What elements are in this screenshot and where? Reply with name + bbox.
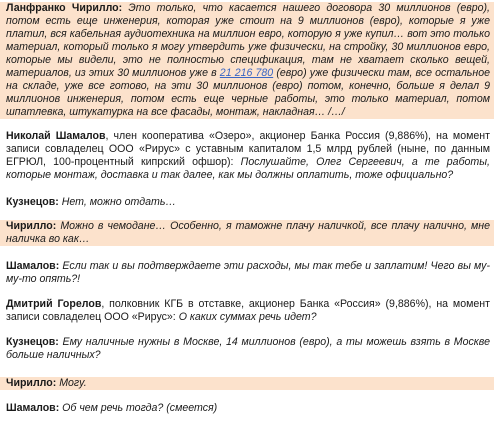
speaker-name: Кузнецов:: [6, 336, 59, 348]
speech-text: Ему наличные нужны в Москве, 14 миллионов (евро), а ты можешь взять в Москве больше наличных?: [6, 336, 490, 361]
speaker-name: Ланфранко Чирилло:: [6, 2, 123, 14]
speech-text: Если так и вы подтверждаете эти расходы, мы так тебе и заплатим! Чего вы му-му-то опять?!: [6, 260, 490, 285]
paragraph-text: [6, 196, 490, 209]
speaker-name: Чирилло:: [6, 377, 57, 389]
speech-text: Об чем речь тогда? (смеется): [59, 402, 218, 414]
paragraph-text: [6, 130, 490, 182]
speaker-name: Кузнецов:: [6, 196, 59, 208]
speech-text-cont: (евро) уже физически там, все остальное на складе, уже все готово, на эти 30 миллионов (евро) потом, конечно, больше я делал 9 миллионов инженерия, потом есть еще черные работы, это только материал, потом шпатлевка, штукатурка на все фасады, монтаж, накладная… /…/: [6, 67, 490, 118]
paragraph-gorelov: [0, 298, 494, 324]
speech-text: Нет, можно отдать…: [58, 196, 176, 208]
paragraph-cirillo-long: [0, 2, 494, 119]
speaker-description: , полковник КГБ в отставке, акционер Банка «Россия» (9,886%), на момент записи совладелец ООО «Рирус»:: [6, 298, 490, 323]
paragraph-text: [6, 402, 490, 415]
paragraph-text: [6, 377, 490, 390]
paragraph-text: [6, 260, 490, 286]
paragraph-text: [6, 298, 490, 324]
speech-text: Послушайте, Олег Сергеевич, а те работы, которые монтаж, доставка и так далее, как мы должны оплатить, тоже официально?: [6, 156, 490, 181]
speaker-name: Шамалов:: [6, 260, 60, 272]
speech-text: Могу.: [56, 377, 87, 389]
paragraph-text: [6, 336, 490, 362]
speaker-name: Николай Шамалов: [6, 130, 106, 142]
speaker-name: Дмитрий Горелов: [6, 298, 102, 310]
paragraph-shamalov-2: [0, 402, 494, 415]
paragraph-kuznetsov-2: [0, 336, 494, 362]
speaker-name: Шамалов:: [6, 402, 60, 414]
speech-text: О каких суммах речь идет?: [178, 311, 317, 323]
paragraph-text: [6, 2, 490, 119]
paragraph-cirillo-cash: [0, 220, 494, 246]
paragraph-cirillo-short: [0, 377, 494, 390]
speech-text: Можно в чемодане… Особенно, я таможне плачу наличкой, все плачу налично, мне наличка во как…: [6, 220, 490, 245]
speaker-name: Чирилло:: [6, 220, 57, 232]
paragraph-kuznetsov-1: [0, 196, 494, 209]
paragraph-shamalov-intro: [0, 130, 494, 182]
speech-text: Это только, что касается нашего договора 30 миллионов (евро), потом есть еще инженерия, которая уже стоит на 9 миллионов (евро), которые я уже платил, вся кабельная аудиотехника на миллион евро, которую я уже купил… вот это только материал, который только я могу утвердить уже физически, на стройку, 30 миллионов евро, которые мы видели, это не полностью спецификация, там не хватает сколько вещей, материалов, из этих 30 миллионов уже в: [6, 2, 490, 79]
paragraph-shamalov-1: [0, 260, 494, 286]
amount-link[interactable]: 21 216 780: [219, 67, 274, 79]
paragraph-text: [6, 220, 490, 246]
speaker-description: , член кооператива «Озеро», акционер Банка Россия (9,886%), на момент записи совладелец ООО «Рирус» с уставным капиталом 1,5 млрд рублей (ныне, по данным ЕГРЮЛ, 100-процентный кипрский офшор):: [6, 130, 490, 168]
